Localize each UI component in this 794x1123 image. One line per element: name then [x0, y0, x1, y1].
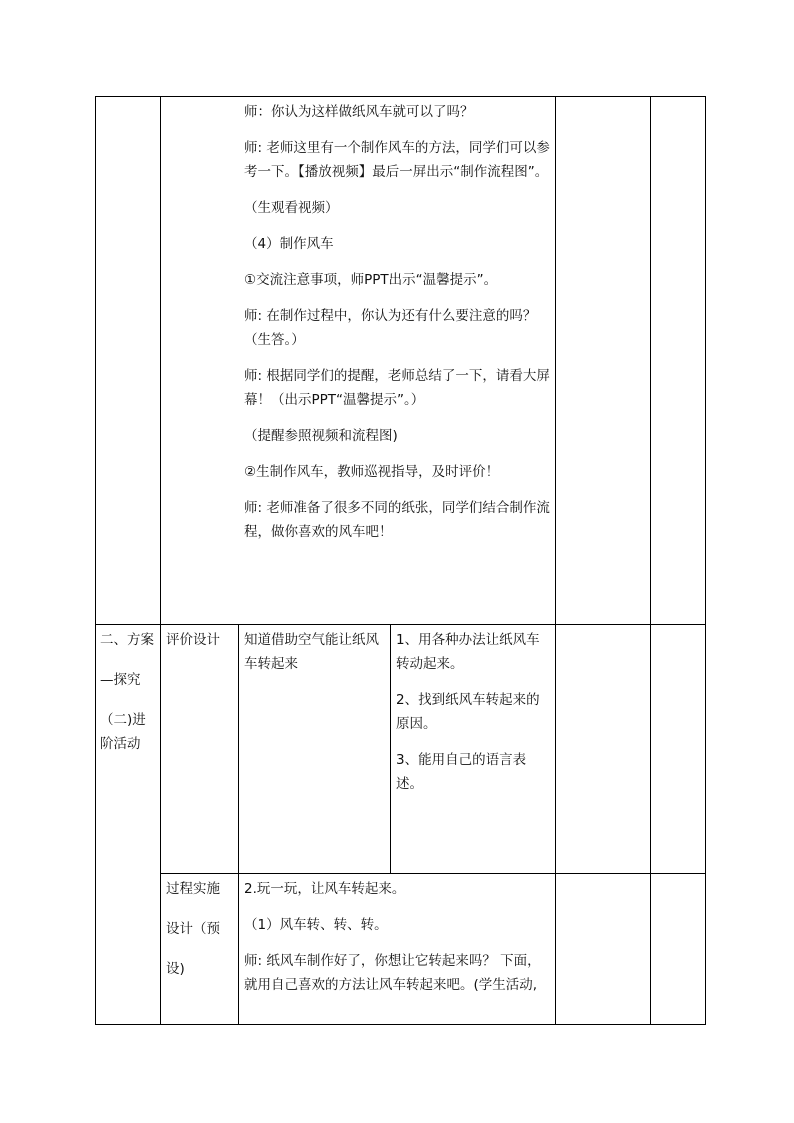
process-activity-cell: [244, 877, 554, 1009]
col-divider-3: [390, 624, 391, 874]
paragraph: （1）风车转、转、转。: [244, 917, 388, 933]
paragraph: 师: 根据同学们的提醒，老师总结了一下，请看大屏幕！（出示PPT“温馨提示”。）: [244, 368, 550, 408]
row1-activity-cell: [244, 100, 550, 556]
paragraph: 师: 纸风车制作好了，你想让它转起来吗？ 下面，就用自己喜欢的方法让风车转起来吧。(学生活动,: [244, 953, 541, 993]
section-title-line: （二)进: [100, 712, 146, 728]
col-divider-2: [238, 624, 239, 1025]
table-border-top: [95, 96, 706, 97]
section-title-line: 阶活动: [100, 736, 141, 752]
process-design-label: [166, 877, 236, 997]
criteria-item: 1、用各种办法让纸风车转动起来。: [396, 632, 540, 672]
table-border-bottom: [95, 1024, 706, 1025]
label-line: 设计（预: [166, 921, 220, 937]
evaluation-goal-cell: [244, 628, 386, 688]
paragraph: 师: 在制作过程中，你认为还有什么要注意的吗？（生答。）: [244, 308, 537, 348]
evaluation-design-label: [166, 628, 236, 664]
col-divider-5: [650, 96, 651, 1025]
criteria-item: 3、能用自己的语言表述。: [396, 752, 527, 792]
paragraph: （提醒参照视频和流程图): [244, 428, 398, 444]
paragraph: ②生制作风车，教师巡视指导，及时评价！: [244, 464, 500, 480]
paragraph: （4）制作风车: [244, 236, 334, 252]
goal-text: 知道借助空气能让纸风车转起来: [244, 632, 379, 672]
row-divider-2: [160, 873, 706, 874]
section-title-line: —探究: [100, 672, 141, 688]
paragraph: ①交流注意事项，师PPT出示“温馨提示”。: [244, 272, 498, 288]
section-title-line: 二、方案: [100, 632, 154, 648]
label-text: 评价设计: [166, 632, 220, 648]
paragraph: 2.玩一玩，让风车转起来。: [244, 881, 406, 897]
label-line: 过程实施: [166, 881, 220, 897]
row-divider-1: [95, 624, 706, 625]
criteria-item: 2、找到纸风车转起来的原因。: [396, 692, 540, 732]
evaluation-criteria-cell: [396, 628, 552, 808]
table-border-right: [705, 96, 706, 1025]
col-divider-1: [160, 96, 161, 1025]
paragraph: 师: 老师这里有一个制作风车的方法，同学们可以参考一下。【播放视频】最后一屏出示“制作流程图”。: [244, 140, 550, 180]
paragraph: 师：你认为这样做纸风车就可以了吗？: [244, 104, 474, 120]
section-title-cell: [100, 628, 158, 772]
paragraph: （生观看视频）: [244, 200, 339, 216]
paragraph: 师: 老师准备了很多不同的纸张，同学们结合制作流程，做你喜欢的风车吧！: [244, 500, 550, 540]
table-border-left: [95, 96, 96, 1025]
col-divider-4: [555, 96, 556, 1025]
label-line: 设): [166, 961, 185, 977]
